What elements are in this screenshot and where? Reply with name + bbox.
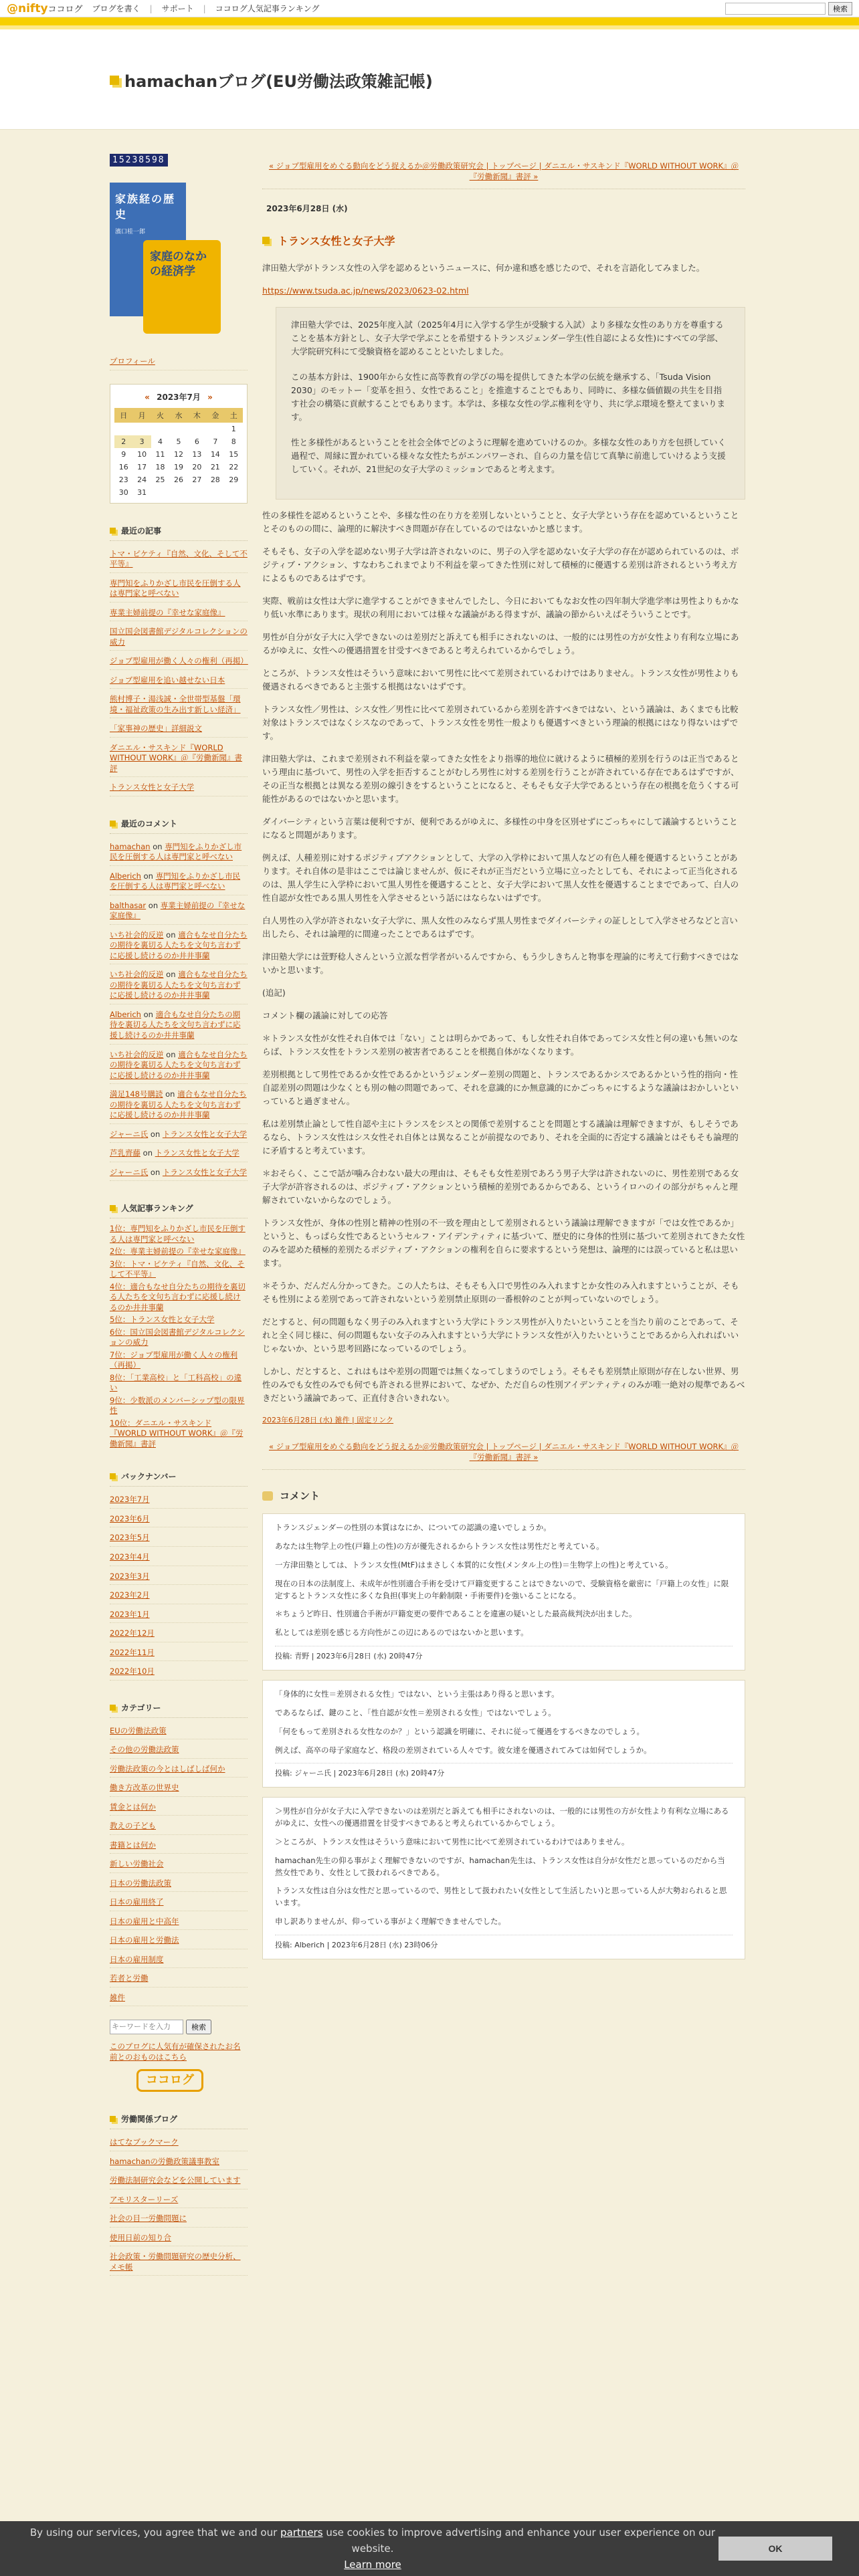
- nifty-logo[interactable]: @niftyココログ: [7, 1, 83, 15]
- recent-comment: [110, 898, 248, 925]
- recent-article-link[interactable]: 「家事神の歴史」詳細説文: [110, 721, 248, 738]
- calendar-day[interactable]: 6: [194, 437, 199, 446]
- labor-blog-link[interactable]: アモリスターリーズ: [110, 2192, 248, 2209]
- profile-link[interactable]: プロフィール: [110, 354, 248, 370]
- calendar-day[interactable]: 17: [137, 462, 147, 471]
- cocolog-logo[interactable]: ココログ: [136, 2069, 203, 2092]
- entry-paragraph: コメント欄の議論に対しての応答: [262, 1010, 388, 1021]
- category-link[interactable]: EUの労働法政策: [110, 1723, 248, 1740]
- access-counter: 15238598: [110, 154, 168, 167]
- calendar-day[interactable]: 25: [155, 475, 165, 484]
- calendar-day[interactable]: 7: [213, 437, 218, 446]
- backnumber-link[interactable]: 2023年1月: [110, 1607, 248, 1624]
- comment-on-text: on: [140, 871, 156, 881]
- comment-text: 一方津田塾としては、トランス女性(MtF)はまさしく本質的に女性(メンタル上の性)＝生物学上の性)と考えている。: [275, 1560, 673, 1570]
- calendar-day-header: 水: [169, 408, 187, 423]
- book-author: 濱口桂一郎: [115, 229, 146, 235]
- calendar-day[interactable]: 19: [173, 462, 183, 471]
- comment-icon: [262, 1491, 273, 1501]
- recent-article-link[interactable]: ジョブ型雇用が働く人々の権利（再掲）: [110, 653, 248, 670]
- topbar-link-write[interactable]: ブログを書く: [92, 4, 140, 13]
- calendar-day[interactable]: 4: [158, 437, 163, 446]
- ranking-item[interactable]: 8位：「工業高校」と「工科高校」の違い: [110, 1372, 242, 1393]
- recent-article-link[interactable]: 専業主婦前提の『幸せな家庭像』: [110, 605, 248, 622]
- square-icon: [110, 1705, 116, 1711]
- calendar-day[interactable]: 13: [192, 449, 202, 459]
- comment-on-text: on: [140, 1009, 156, 1019]
- recent-comment: [110, 1007, 248, 1045]
- book-cover[interactable]: [110, 183, 221, 336]
- calendar-day[interactable]: 30: [118, 488, 128, 497]
- category-link[interactable]: 若者と労働: [110, 1971, 248, 1988]
- ranking-item[interactable]: 3位：トマ・ピケティ『自然、文化、そして不平等』: [110, 1259, 245, 1279]
- comment-text: 「何をもって差別される女性なのか？」という認識を明確に、それに従って優遇をするべきなのでしょう。: [275, 1726, 644, 1736]
- category-link[interactable]: 書籍とは何か: [110, 1838, 248, 1854]
- entry-title[interactable]: トランス女性と女子大学: [262, 233, 745, 248]
- comment-text: ＞男性が自分が女子大に入学できないのは差別だと訴えても相手にされないのは、一般的には男性の方が女性より有利な立場にあるがゆえに、女性への優遇措置を甘受すべきであると考えられているからでしょう。: [275, 1806, 729, 1828]
- main-content: [262, 154, 745, 1969]
- calendar-day[interactable]: 11: [155, 449, 165, 459]
- category-link[interactable]: 労働法政策の今とはしばしば何か: [110, 1761, 248, 1778]
- comment-byline[interactable]: 投稿: ジャーニ氏 | 2023年6月28日 (水) 20時47分: [275, 1763, 733, 1779]
- category-heading: カテゴリー: [110, 1698, 248, 1718]
- entry-paragraph: 性の多様性を認めるということや、多様な性の在り方を差別しないということと、女子大学という存在を認めているということとそのものの間に、論理的に解決すべき問題が存在しているのではないかと感じます。: [262, 510, 739, 534]
- square-icon: [110, 528, 116, 534]
- entry-paragraphs: [262, 509, 745, 1405]
- calendar-day: [188, 423, 206, 435]
- calendar-day: [206, 423, 224, 435]
- nifty-topbar: [0, 0, 859, 17]
- calendar-day: [206, 486, 224, 499]
- entry-paragraph: ところが、トランス女性はそういう意味において男性に比べて差別されているわけではありません。トランス女性が男性よりも優遇されるべきであると主張する根拠はないはずです。: [262, 668, 739, 692]
- cookie-ok-button[interactable]: OK: [719, 2537, 832, 2561]
- comment-byline[interactable]: 投稿: 青野 | 2023年6月28日 (水) 20時47分: [275, 1646, 733, 1662]
- calendar-day[interactable]: 1: [231, 424, 236, 433]
- comment-author-link[interactable]: いち社会的反逆: [110, 1049, 164, 1059]
- calendar-day[interactable]: 23: [118, 475, 128, 484]
- topbar-search: [725, 2, 852, 15]
- recent-comments-list: [110, 839, 248, 1181]
- entry-meta-link[interactable]: 2023年6月28日 (水) 雑件 | 固定リンク: [262, 1416, 394, 1425]
- recent-list: [110, 546, 248, 796]
- calendar-day[interactable]: 22: [229, 462, 239, 471]
- recent-comment: [110, 839, 248, 866]
- comments-section-heading: コメント: [262, 1489, 745, 1503]
- calendar-day[interactable]: 29: [229, 475, 239, 484]
- category-link[interactable]: 日本の雇用と労働法: [110, 1933, 248, 1949]
- cookie-partners-link[interactable]: partners: [280, 2527, 323, 2539]
- recent-comment: [110, 1087, 248, 1124]
- ranking-heading: 人気記事ランキング: [110, 1198, 248, 1218]
- calendar-day[interactable]: 12: [173, 449, 183, 459]
- comment-text: 現在の日本の法制度上、未成年が性別適合手術を受けて戸籍変更することはできないので、受験資格を厳密に「戸籍上の女性」に限定するとトランス女性に多くな負担(事実上の年齢制限・手術要件)を強いることになる。: [275, 1578, 729, 1600]
- recent-article-link[interactable]: 国立国会図書館デジタルコレクションの威力: [110, 624, 248, 651]
- category-link[interactable]: 日本の雇用と中高年: [110, 1914, 248, 1931]
- calendar-week: [114, 448, 243, 461]
- calendar-day[interactable]: 9: [121, 449, 126, 459]
- square-icon: [110, 2116, 116, 2122]
- comment-article-link[interactable]: トランス女性と女子大学: [155, 1148, 240, 1158]
- calendar-week: [114, 486, 243, 499]
- comment-author-link[interactable]: 満足148号購読: [110, 1089, 163, 1099]
- category-link[interactable]: 日本の雇用終了: [110, 1895, 248, 1911]
- comment-text: トランスジェンダーの性別の本質はなにか、についての認識の違いでしょうか。: [275, 1523, 551, 1533]
- ranking-item[interactable]: 6位：国立国会図書館デジタルコレクションの威力: [110, 1327, 245, 1348]
- calendar-day: [151, 486, 169, 499]
- cocolog-link[interactable]: このブログに人気有が確保されたお名前とのおものはこちら: [110, 2042, 241, 2062]
- recent-comment: [110, 928, 248, 965]
- labor-blog-link[interactable]: 労働法制研究会などを公開しています: [110, 2173, 248, 2189]
- square-icon: [110, 1205, 116, 1211]
- square-icon: [262, 237, 270, 244]
- recent-comment: [110, 967, 248, 1004]
- sidebar-search-input[interactable]: [110, 2020, 183, 2034]
- calendar-day-header: 日: [114, 408, 132, 423]
- comment-author-link[interactable]: hamachan: [110, 841, 151, 851]
- labor-blog-link[interactable]: 社会政策・労働問題研究の歴史分析、メモ帳: [110, 2249, 248, 2276]
- calendar-week: [114, 435, 243, 448]
- entry-paragraph: しかし、だとすると、これはもはや差別の問題では無くなってしまうのでしょう。そもそも差別禁止原則が存在しない世界、男性のみでも女性のみでも何でも許される世界において、なぜか、ただ自らの性別アイデンティティのみが唯一絶対の規準であるべきだという議論であって、正直付き合いきれない。: [262, 1366, 745, 1404]
- backnumber-link[interactable]: 2023年5月: [110, 1530, 248, 1547]
- category-link[interactable]: 新しい労働社会: [110, 1856, 248, 1873]
- recent-comment: [110, 1047, 248, 1085]
- recent-comment: [110, 1146, 248, 1162]
- comment-article-link[interactable]: 適合もなせ自分たちの期待を裏切る人たちを文句ち言わずに応援し続けるのか井井事蘭: [110, 1009, 241, 1040]
- entry-paragraph: トランス女性が、身体の性別と精神の性別の不一致を理由として差別されるという議論は理解できますが「では女性であるか」というと、もっぱら女性であるというセルフ・アイデンティティに基づいて、歴史的に身体的性別に基づいて差別されてきた女性のみを認めた積極的差別たるポジティブ・アクションの権利を自らに要求するという発想は、論理的には誤っていると私は思います。: [262, 1218, 745, 1269]
- entry-paragraph: 実際、戦前は女性は大学に進学することができませんでしたし、今日においてもなお女性の四年制大学進学率は男性よりもかなり低い水準にあります。現状の利用においては様々な議論がある得ますが、議論の節からいえばそういうことです。: [262, 596, 739, 620]
- comment-on-text: on: [146, 900, 161, 910]
- calendar-table: [114, 408, 243, 499]
- calendar-day[interactable]: 24: [137, 475, 147, 484]
- divider: |: [203, 3, 206, 13]
- category-list: [110, 1723, 248, 2007]
- backnumber-link[interactable]: 2023年7月: [110, 1492, 248, 1509]
- sidebar-search: [110, 2020, 248, 2034]
- calendar-day[interactable]: 18: [155, 462, 165, 471]
- recent-comment: [110, 869, 248, 895]
- calendar-day: [151, 423, 169, 435]
- calendar-day-header: 月: [132, 408, 151, 423]
- square-icon: [110, 1473, 116, 1479]
- calendar-week: [114, 473, 243, 486]
- labor-blogs-heading: 労働関係ブログ: [110, 2109, 248, 2129]
- calendar-day: [225, 486, 243, 499]
- calendar-day: [169, 423, 187, 435]
- comment-author-link[interactable]: 芦乳齊藤: [110, 1148, 140, 1158]
- backnumber-link[interactable]: 2023年3月: [110, 1569, 248, 1586]
- ranking-item[interactable]: 7位：ジョブ型雇用が働く人々の権利（再掲）: [110, 1350, 238, 1370]
- calendar-day: [114, 423, 132, 435]
- blog-title[interactable]: hamachanブログ(EU労働法政策雑記帳): [110, 68, 859, 92]
- calendar-prev[interactable]: «: [145, 392, 150, 402]
- calendar-day-header: 火: [151, 408, 169, 423]
- comment-article-link[interactable]: 専門知をふりかざし市民を圧倒する人は専門家と呼べない: [110, 841, 242, 862]
- category-link[interactable]: 日本の労働法政策: [110, 1876, 248, 1893]
- recent-article-link[interactable]: ジョブ型雇用を追い越せない日本: [110, 673, 248, 689]
- calendar-day[interactable]: 3: [132, 435, 151, 448]
- recent-heading: 最近の記事: [110, 521, 248, 541]
- ranking-item[interactable]: 10位：ダニエル・サスキンド『WORLD WITHOUT WORK』＠『労働新聞』書評: [110, 1418, 244, 1448]
- recent-article-link[interactable]: ダニエル・サスキンド『WORLD WITHOUT WORK』＠『労働新聞』書評: [110, 740, 248, 778]
- cookie-text: By using our services, you agree that we and our partners use cookies to improve advertising and enhance your user experience on our website. Learn more: [29, 2527, 716, 2571]
- backnumber-link[interactable]: 2022年10月: [110, 1664, 248, 1681]
- comment-box: [262, 1513, 745, 1671]
- ranking-item[interactable]: 1位：専門知をふりかざし市民を圧倒する人は専門家と呼べない: [110, 1224, 246, 1244]
- comment-text: ＞ところが、トランス女性はそういう意味において男性に比べて差別されているわけではありません。: [275, 1837, 630, 1847]
- calendar-day[interactable]: 5: [176, 437, 181, 446]
- calendar-day: [188, 486, 206, 499]
- entry-paragraph: ＊そうか、だんだん分かってきた。この人たちは、そもそも入口で男性のみ入れますとか女性のみ入れますということが、そもそも性別による差別であって許されないという差別禁止原則の一番根幹のことが判っていないのでしょう。: [262, 1281, 739, 1305]
- sidebar-search-button[interactable]: 検索: [186, 2020, 211, 2034]
- comment-text: hamachan先生の仰る事がよく理解できないのですが、hamachan先生は、トランス女性は自分が女性だと思っているのだから当然女性であり、女性として扱われるべきである。: [275, 1855, 725, 1877]
- backnumber-link[interactable]: 2023年6月: [110, 1511, 248, 1528]
- backnumber-link[interactable]: 2023年4月: [110, 1549, 248, 1566]
- comment-text: ＊ちょうど昨日、性別適合手術が戸籍変更の要件であることを違憲の疑いとした最高裁判決が出ました。: [275, 1609, 637, 1619]
- comment-article-link[interactable]: 専門知をふりかざし市民を圧倒する人は専門家と呼べない: [110, 871, 241, 891]
- comment-on-text: on: [140, 1148, 155, 1158]
- comment-on-text: on: [163, 970, 179, 980]
- entry-body: [262, 261, 745, 1405]
- comment-article-link[interactable]: トランス女性と女子大学: [162, 1129, 248, 1139]
- comment-author-link[interactable]: いち社会的反逆: [110, 930, 164, 940]
- topbar-link-ranking[interactable]: ココログ人気記事ランキング: [215, 4, 320, 13]
- category-link[interactable]: 賃金とは何か: [110, 1800, 248, 1816]
- entry-meta[interactable]: [262, 1414, 745, 1425]
- calendar-day: [169, 486, 187, 499]
- calendar-day[interactable]: 16: [118, 462, 128, 471]
- category-link[interactable]: その他の労働法政策: [110, 1742, 248, 1759]
- backnumber-link[interactable]: 2023年2月: [110, 1588, 248, 1604]
- calendar-title: « 2023年7月 »: [145, 392, 213, 402]
- calendar-day-header: 土: [225, 408, 243, 423]
- comment-box: [262, 1797, 745, 1959]
- comment-byline[interactable]: 投稿: Alberich | 2023年6月28日 (水) 23時06分: [275, 1935, 733, 1951]
- pager-top[interactable]: [262, 154, 745, 189]
- book-title: 家族経の歴史: [115, 193, 176, 221]
- calendar-day[interactable]: 26: [173, 475, 183, 484]
- comment-author-link[interactable]: ジャーニ氏: [110, 1129, 149, 1139]
- recent-article-link[interactable]: 熊村博子・湯浅誠・全世帯型基盤「環境・福祉政策の生み出す新しい経済」: [110, 691, 248, 718]
- cookie-banner: [0, 2521, 859, 2576]
- category-link[interactable]: 日本の雇用制度: [110, 1952, 248, 1969]
- entry-source-link[interactable]: https://www.tsuda.ac.jp/news/2023/0623-02.html: [262, 286, 469, 296]
- labor-blogs-list: [110, 2135, 248, 2276]
- ranking-list: [110, 1224, 248, 1449]
- cookie-learn-more-link[interactable]: Learn more: [344, 2559, 401, 2571]
- calendar: [110, 384, 248, 504]
- sidebar: [110, 154, 248, 2278]
- labor-blog-link[interactable]: はてなブックマーク: [110, 2135, 248, 2151]
- backnumber-list: [110, 1492, 248, 1680]
- topbar-link-support[interactable]: サポート: [161, 4, 194, 13]
- backnumber-link[interactable]: 2022年12月: [110, 1626, 248, 1642]
- divider: |: [149, 3, 153, 13]
- recent-comment: [110, 1165, 248, 1182]
- comment-on-text: on: [148, 1129, 163, 1139]
- calendar-day[interactable]: 28: [210, 475, 220, 484]
- blog-header: [0, 29, 859, 130]
- entry-paragraph: (追記): [262, 988, 286, 998]
- pager-bottom[interactable]: [262, 1434, 745, 1470]
- calendar-week: [114, 461, 243, 473]
- category-link[interactable]: 教えの子ども: [110, 1818, 248, 1835]
- comment-text: 私としては差別を感じる方向性がこの辺にあるのではないかと思います。: [275, 1628, 529, 1638]
- square-icon: [110, 821, 116, 827]
- entry-paragraph: ダイバーシティという言葉は便利ですが、便利であるがゆえに、多様性の中身を区別せずにごっちゃにして議論するということになると問題があります。: [262, 817, 738, 841]
- comment-text: 「身体的に女性＝差別される女性」ではない、という主張はあり得ると思います。: [275, 1689, 559, 1699]
- comment-author-link[interactable]: ジャーニ氏: [110, 1167, 149, 1177]
- backnumber-heading: バックナンバー: [110, 1467, 248, 1487]
- comment-article-link[interactable]: 適合もなせ自分たちの期待を裏切る人たちを文句ち言わずに応援し続けるのか井井事蘭: [110, 930, 248, 960]
- entry-paragraph: ＊おそらく、ここで話が噛み合わない最大の理由は、そもそも女性差別であろう男子大学は許されないのに、男性差別である女子大学が許容されるのは、ポジティブ・アクションという積極的差別であるからである、というイロハのイの部分がちゃんと理解されていないからなのでしょう。: [262, 1168, 739, 1206]
- entry-paragraph: 差別根拠として男性であるか女性であるかというジェンダー差別の問題と、トランスであるかシスであるかという性的指向・性自認差別の問題は少なくとも別の軸の問題であって、それを意識的にか無意識的にかごっちゃにするような議論はおかしいといっていると過ぎません。: [262, 1069, 739, 1107]
- comment-text: あなたは生物学上の性(戸籍上の性)の方が優先されるからトランス女性は男性だと考えている。: [275, 1541, 604, 1551]
- entry-intro: 津田塾大学がトランス女性の入学を認めるというニュースに、何か違和感を感じたので、それを言語化してみました。: [262, 263, 705, 274]
- comment-on-text: on: [150, 841, 165, 851]
- entry-paragraph: 私は差別禁止論として性自認や主にトランスをシスとの関係で差別することを問題とする議論は理解できますが、もしそうであるなら、トランス女性はシス女性それ自体とは異なることが前提なのであり、それを全面的に否定する議論とはそもそも論理的に矛盾すると考えています。: [262, 1119, 739, 1156]
- topbar-search-input[interactable]: [725, 3, 826, 15]
- blockquote: [276, 307, 745, 500]
- comment-on-text: on: [148, 1167, 163, 1177]
- calendar-day[interactable]: 27: [192, 475, 202, 484]
- comment-article-link[interactable]: 適合もなせ自分たちの期待を裏切る人たちを文句ち言わずに応援し続けるのか井井事蘭: [110, 1049, 248, 1080]
- comment-box: [262, 1680, 745, 1788]
- category-link[interactable]: 働き方改革の世界史: [110, 1780, 248, 1797]
- entry-paragraph: 例えば、人種差別に対するポジティブアクションとして、大学の入学枠において黒人などの有色人種を優遇するということがあります。それ自体の是非はここでは論じませんが、仮にそれが正当だという立場に立ったとしても、それによって正当化されるのは、黒人学生に入学枠において黒人男性を優遇することと、女子大学において黒人女性を優遇することまでであって、白人の性自認が女性である黒人男性を入学させるという話にはならないはずです。: [262, 853, 739, 903]
- entry-paragraph: 男性が自分が女子大に入学できないのは差別だと訴えても相手にされないのは、一般的には男性の方が女性より有利な立場にあるがゆえに、女性への優遇措置を甘受すべきであると考えられているからでしょう。: [262, 632, 739, 656]
- comment-article-link[interactable]: トランス女性と女子大学: [162, 1167, 248, 1177]
- calendar-day[interactable]: 21: [210, 462, 220, 471]
- calendar-day[interactable]: 2: [114, 435, 132, 448]
- entry-paragraph: そもそも、女子の入学を認めない男子大学は許されないのに、男子の入学を認めない女子大学の存在が認められているのは、ポジティブ・アクション、すなわちこれまでより不利益を蒙ってきた性別に対して積極的に優遇する差別は許されるという考え方によるものであるはずです。: [262, 546, 739, 584]
- comment-author-link[interactable]: Alberich: [110, 871, 141, 881]
- ranking-item[interactable]: 4位：適合もなせ自分たちの期待を裏切る人たちを文句ち言わずに応援し続けるのか井井事蘭: [110, 1281, 246, 1312]
- comment-author-link[interactable]: balthasar: [110, 900, 147, 910]
- comment-article-link[interactable]: 適合もなせ自分たちの期待を裏切る人たちを文句ち言わずに応援し続けるのか井井事蘭: [110, 970, 248, 1000]
- calendar-next[interactable]: »: [207, 392, 213, 402]
- labor-blog-link[interactable]: 社会の目一労働問題に: [110, 2211, 248, 2228]
- category-link[interactable]: 雑件: [110, 1990, 248, 2007]
- pager-top-link[interactable]: « ジョブ型雇用をめぐる動向をどう捉えるか＠労働政策研究会 | トップページ | ダニエル・サスキンド『WORLD WITHOUT WORK』＠『労働新聞』書評 »: [268, 161, 739, 182]
- entry-paragraph: 津田塾大学には萱野稔人さんという立派な哲学者がいるんですから、もう少しきちんと物事を理論的に考えて行動すべきではないかと思います。: [262, 952, 739, 976]
- ranking-item[interactable]: 9位：少数派のメンバーシップ型の限界性: [110, 1395, 245, 1416]
- backnumber-link[interactable]: 2022年11月: [110, 1645, 248, 1662]
- comment-text: であるならば、鍵のこと、「性自認が女性＝差別される女性」ではないでしょう。: [275, 1707, 556, 1717]
- comment-text: 例えば、高卒の母子家庭など、格段の差別されている人々です。彼女達を優遇されてみては如何でしょうか。: [275, 1745, 652, 1755]
- calendar-day[interactable]: 10: [137, 449, 147, 459]
- calendar-week: [114, 423, 243, 435]
- comment-on-text: on: [163, 930, 179, 940]
- comments-list: [262, 1513, 745, 1959]
- recent-article-link[interactable]: 専門知をふりかざし市民を圧倒する人は専門家と呼べない: [110, 576, 248, 603]
- entry-paragraph: 白人男性の入学が許されない女子大学に、黒人女性のみならず黒人男性までダイバーシティの証しとして入学させろなどと言い出したら、それは論理的に間違ったことであるはずです。: [262, 916, 738, 940]
- entry-paragraph: だとすると、何の問題もなく男子のみ入れますという大学にトランス男性が入りたいということを当たり前のことであって、それと全く同じ様に、何の問題もない女子のみ入れますという大学にトランス女性が入りたいということであるから入れればいいじゃないか、という思考回路になっているのでしょう。: [262, 1317, 739, 1354]
- recent-comment: [110, 1127, 248, 1144]
- quote-paragraph: 性と多様性があるということを社会全体でどのように理解を進めていけるのか。多様な女性のあり方を包摂していく過程で、周縁に置かれている様々な女性たちがエンパワーされ、自らの力量を信じて真摯に前進していけるよう支援していく。それが、21世紀の女子大学のミッションであると考えます。: [291, 437, 727, 475]
- pager-bottom-link[interactable]: « ジョブ型雇用をめぐる動向をどう捉えるか＠労働政策研究会 | トップページ | ダニエル・サスキンド『WORLD WITHOUT WORK』＠『労働新聞』書評 »: [268, 1442, 739, 1463]
- square-icon: [110, 76, 119, 85]
- quote-paragraph: この基本方針は、1900年から女性に高等教育の学びの場を提供してきた本学の伝統を継承する、「Tsuda Vision 2030」のモットー「変革を担う、女性であること」を推進することでもあり、同時に、多様な価値観の共生を目指す社会の構築に貢献することでもあります。本学は、多様な女性の学ぶ権利を守り、共に学ぶ環境を整えてまいります。: [291, 372, 726, 423]
- comment-on-text: on: [163, 1049, 179, 1059]
- comment-article-link[interactable]: 適合もなせ自分たちの期待を裏切る人たちを文句ち言わずに応援し続けるのか井井事蘭: [110, 1089, 247, 1120]
- entry-paragraph: 津田塾大学は、これまで差別され不利益を蒙ってきた女性をより指導的地位に就けるように積極的差別を行うのは正当であるという理由に基づいて、男性の入学を拒否することがむしろ男性に対する差別を行うことが許されている存在であるはずですが、その正当な根拠とは異なる差別の線引きをするということになると、そもそも女子大学であるという存在の根拠を危うくする可能性があるのではないかと思います。: [262, 754, 739, 804]
- ranking-item[interactable]: 2位：専業主婦前提の『幸せな家庭像』: [110, 1247, 246, 1257]
- calendar-day[interactable]: 8: [231, 437, 236, 446]
- recent-article-link[interactable]: トマ・ピケティ『自然、文化、そして不平等』: [110, 546, 248, 573]
- recent-article-link[interactable]: トランス女性と女子大学: [110, 780, 248, 796]
- comment-author-link[interactable]: いち社会的反逆: [110, 970, 164, 980]
- comment-on-text: on: [163, 1089, 178, 1099]
- comment-author-link[interactable]: Alberich: [110, 1009, 141, 1019]
- entry-paragraph: ＊トランス女性が女性それ自体では「ない」ことは明らかであって、もし女性それ自体であってシス女性と何の違いも無いのならば、トランス女性をトランス差別の被害者であることを根拠自体がなくなります。: [262, 1033, 739, 1057]
- calendar-day[interactable]: 15: [229, 449, 239, 459]
- comment-article-link[interactable]: 専業主婦前提の『幸せな家庭像』: [110, 900, 246, 921]
- calendar-day[interactable]: 20: [192, 462, 202, 471]
- calendar-day: [132, 423, 151, 435]
- labor-blog-link[interactable]: 使用日前の知り合: [110, 2230, 248, 2247]
- calendar-day[interactable]: 14: [210, 449, 220, 459]
- comment-text: トランス女性は自分は女性だと思っているので、男性として扱われたい(女性として生活したい)と思っている人が大勢おられると思います。: [275, 1886, 727, 1908]
- topbar-search-button[interactable]: 検索: [828, 2, 852, 15]
- entry-date: 2023年6月28日 (水): [266, 204, 348, 214]
- calendar-day-header: 木: [188, 408, 206, 423]
- quote-paragraph: 津田塾大学では、2025年度入試（2025年4月に入学する学生が受験する入試）より多様な女性のあり方を尊重することを基本方針とし、女子大学で学ぶことを希望するトランスジェンダー学生(性自認による女性)にすべての学部、大学院研究科にて受験資格を認めることといたしました。: [291, 320, 724, 357]
- comments-heading: 最近のコメント: [110, 814, 248, 834]
- comment-text: 申し訳ありませんが、仰っている事がよく理解できませんでした。: [275, 1917, 506, 1927]
- header-stripe: [0, 17, 859, 25]
- calendar-day[interactable]: 31: [137, 488, 147, 497]
- labor-blog-link[interactable]: hamachanの労働政策議事教室: [110, 2154, 248, 2171]
- ranking-item[interactable]: 5位：トランス女性と女子大学: [110, 1315, 215, 1325]
- entry-paragraph: トランス女性／男性は、シス女性／男性に比べて差別されているから差別を許すべきではない、という議論は、あくまでも比較対象はトランスではなくシスなのであって、トランス女性を男性一般よりも優遇すべきという理論的根拠にはなり得ないはずです。: [262, 704, 739, 742]
- book-band: 家庭のなかの経済学: [143, 240, 221, 334]
- calendar-day-header: 金: [206, 408, 224, 423]
